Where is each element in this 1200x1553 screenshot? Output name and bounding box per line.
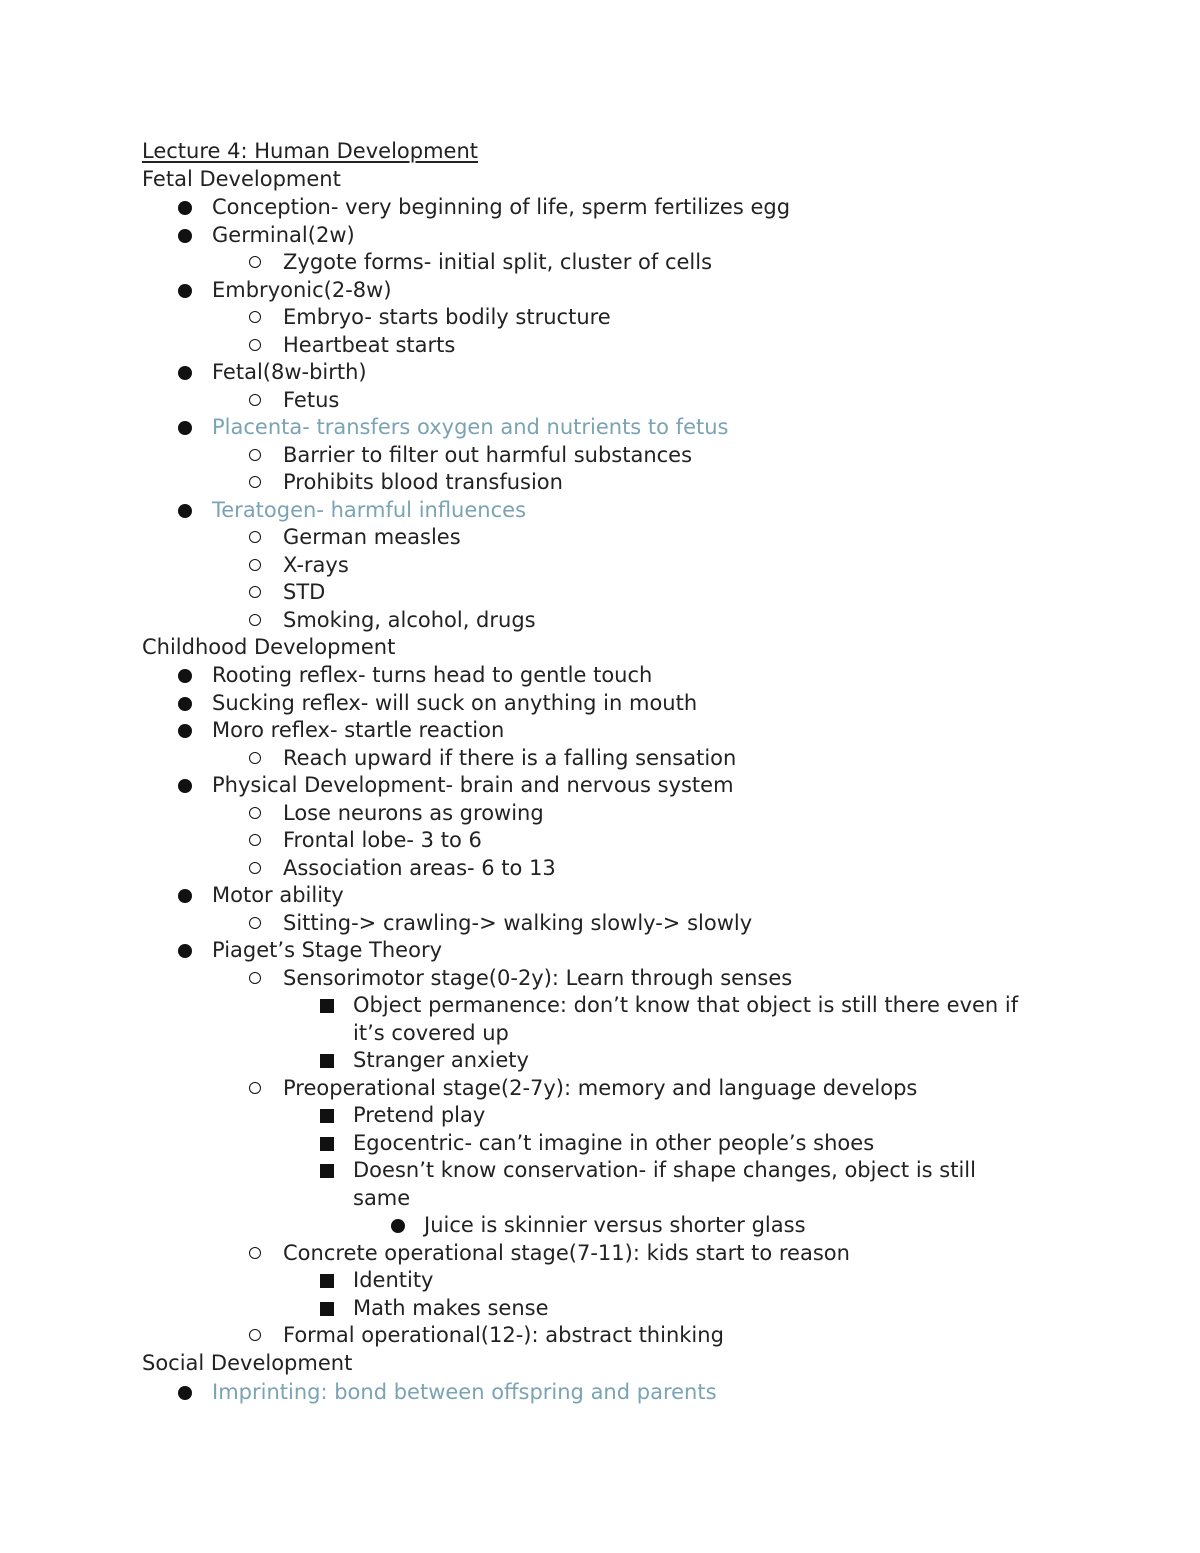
list-item: Reach upward if there is a falling sensation xyxy=(283,745,737,770)
list-item: Conception- very beginning of life, sperm fertilizes egg xyxy=(212,195,791,219)
circle-bullet-icon xyxy=(249,559,261,571)
list-item: Math makes sense xyxy=(353,1295,549,1320)
square-bullet-icon xyxy=(320,1109,334,1123)
square-bullet-icon xyxy=(320,1137,334,1151)
bullet-icon xyxy=(178,229,192,243)
list-item: Egocentric- can’t imagine in other people’s shoes xyxy=(353,1130,875,1155)
section-heading: Childhood Development xyxy=(142,635,396,659)
list-item: Embryo- starts bodily structure xyxy=(283,305,611,329)
circle-bullet-icon xyxy=(249,1247,261,1259)
circle-bullet-icon xyxy=(249,862,261,874)
circle-bullet-icon xyxy=(249,972,261,984)
bullet-icon xyxy=(178,201,192,215)
list-item: Piaget’s Stage Theory xyxy=(212,938,443,962)
page-title: Lecture 4: Human Development xyxy=(142,139,478,163)
list-item: Smoking, alcohol, drugs xyxy=(283,607,536,632)
list-item: Lose neurons as growing xyxy=(283,800,544,825)
bullet-icon xyxy=(178,889,192,903)
bullet-icon xyxy=(178,697,192,711)
bullet-icon xyxy=(178,669,192,683)
list-item: Object permanence: don’t know that object is still there even if xyxy=(353,993,1019,1017)
list-item: Sensorimotor stage(0-2y): Learn through senses xyxy=(283,965,793,990)
list-item: Formal operational(12-): abstract thinking xyxy=(283,1323,724,1347)
bullet-icon xyxy=(178,944,192,958)
circle-bullet-icon xyxy=(249,256,261,268)
square-bullet-icon xyxy=(320,1164,334,1178)
list-item: X-rays xyxy=(283,552,349,577)
bullet-icon xyxy=(178,284,192,298)
list-item: Juice is skinnier versus shorter glass xyxy=(424,1213,806,1237)
circle-bullet-icon xyxy=(249,807,261,819)
bullet-icon xyxy=(178,421,192,435)
list-item: Imprinting: bond between offspring and parents xyxy=(212,1380,717,1404)
bullet-icon xyxy=(178,1386,192,1400)
square-bullet-icon xyxy=(320,999,334,1013)
square-bullet-icon xyxy=(320,1274,334,1288)
bullet-icon xyxy=(178,779,192,793)
list-item: Sitting-> crawling-> walking slowly-> slowly xyxy=(283,910,753,935)
bullet-icon xyxy=(178,724,192,738)
list-item: Rooting reflex- turns head to gentle touch xyxy=(212,663,653,687)
list-item: Concrete operational stage(7-11): kids start to reason xyxy=(283,1240,850,1265)
square-bullet-icon xyxy=(320,1302,334,1316)
list-item: Frontal lobe- 3 to 6 xyxy=(283,828,482,852)
circle-bullet-icon xyxy=(249,586,261,598)
circle-bullet-icon xyxy=(249,476,261,488)
list-item: Teratogen- harmful influences xyxy=(212,497,527,522)
list-item: Prohibits blood transfusion xyxy=(283,470,563,494)
list-item: German measles xyxy=(283,525,461,549)
circle-bullet-icon xyxy=(249,1329,261,1341)
list-item: Identity xyxy=(353,1268,434,1292)
list-item: Sucking reflex- will suck on anything in mouth xyxy=(212,690,698,715)
circle-bullet-icon xyxy=(249,1082,261,1094)
square-bullet-icon xyxy=(320,1054,334,1068)
list-item: Fetal(8w-birth) xyxy=(212,360,367,384)
list-item: Barrier to filter out harmful substances xyxy=(283,442,693,467)
list-item: Preoperational stage(2-7y): memory and language develops xyxy=(283,1075,918,1100)
circle-bullet-icon xyxy=(249,339,261,351)
list-item: Physical Development- brain and nervous system xyxy=(212,773,734,797)
circle-bullet-icon xyxy=(249,394,261,406)
bullet-icon xyxy=(178,504,192,518)
list-item: Stranger anxiety xyxy=(353,1048,529,1072)
section-heading: Fetal Development xyxy=(142,167,341,191)
list-item: Embryonic(2-8w) xyxy=(212,277,392,302)
list-item: Moro reflex- startle reaction xyxy=(212,718,505,742)
circle-bullet-icon xyxy=(249,614,261,626)
list-item: Fetus xyxy=(283,387,340,412)
list-item: Motor ability xyxy=(212,883,344,907)
bullet-icon xyxy=(391,1219,405,1233)
list-item: Doesn’t know conservation- if shape changes, object is still xyxy=(353,1158,976,1182)
list-item: Placenta- transfers oxygen and nutrients to fetus xyxy=(212,415,729,439)
section-heading: Social Development xyxy=(142,1351,353,1375)
list-item-continuation: it’s covered up xyxy=(353,1020,509,1045)
bullet-icon xyxy=(178,366,192,380)
circle-bullet-icon xyxy=(249,311,261,323)
list-item: STD xyxy=(283,580,326,604)
list-item: Zygote forms- initial split, cluster of cells xyxy=(283,250,713,274)
circle-bullet-icon xyxy=(249,917,261,929)
list-item-continuation: same xyxy=(353,1185,411,1210)
list-item: Association areas- 6 to 13 xyxy=(283,855,556,880)
list-item: Germinal(2w) xyxy=(212,222,355,247)
circle-bullet-icon xyxy=(249,449,261,461)
list-item: Pretend play xyxy=(353,1103,486,1127)
circle-bullet-icon xyxy=(249,752,261,764)
list-item: Heartbeat starts xyxy=(283,332,456,357)
circle-bullet-icon xyxy=(249,531,261,543)
circle-bullet-icon xyxy=(249,834,261,846)
